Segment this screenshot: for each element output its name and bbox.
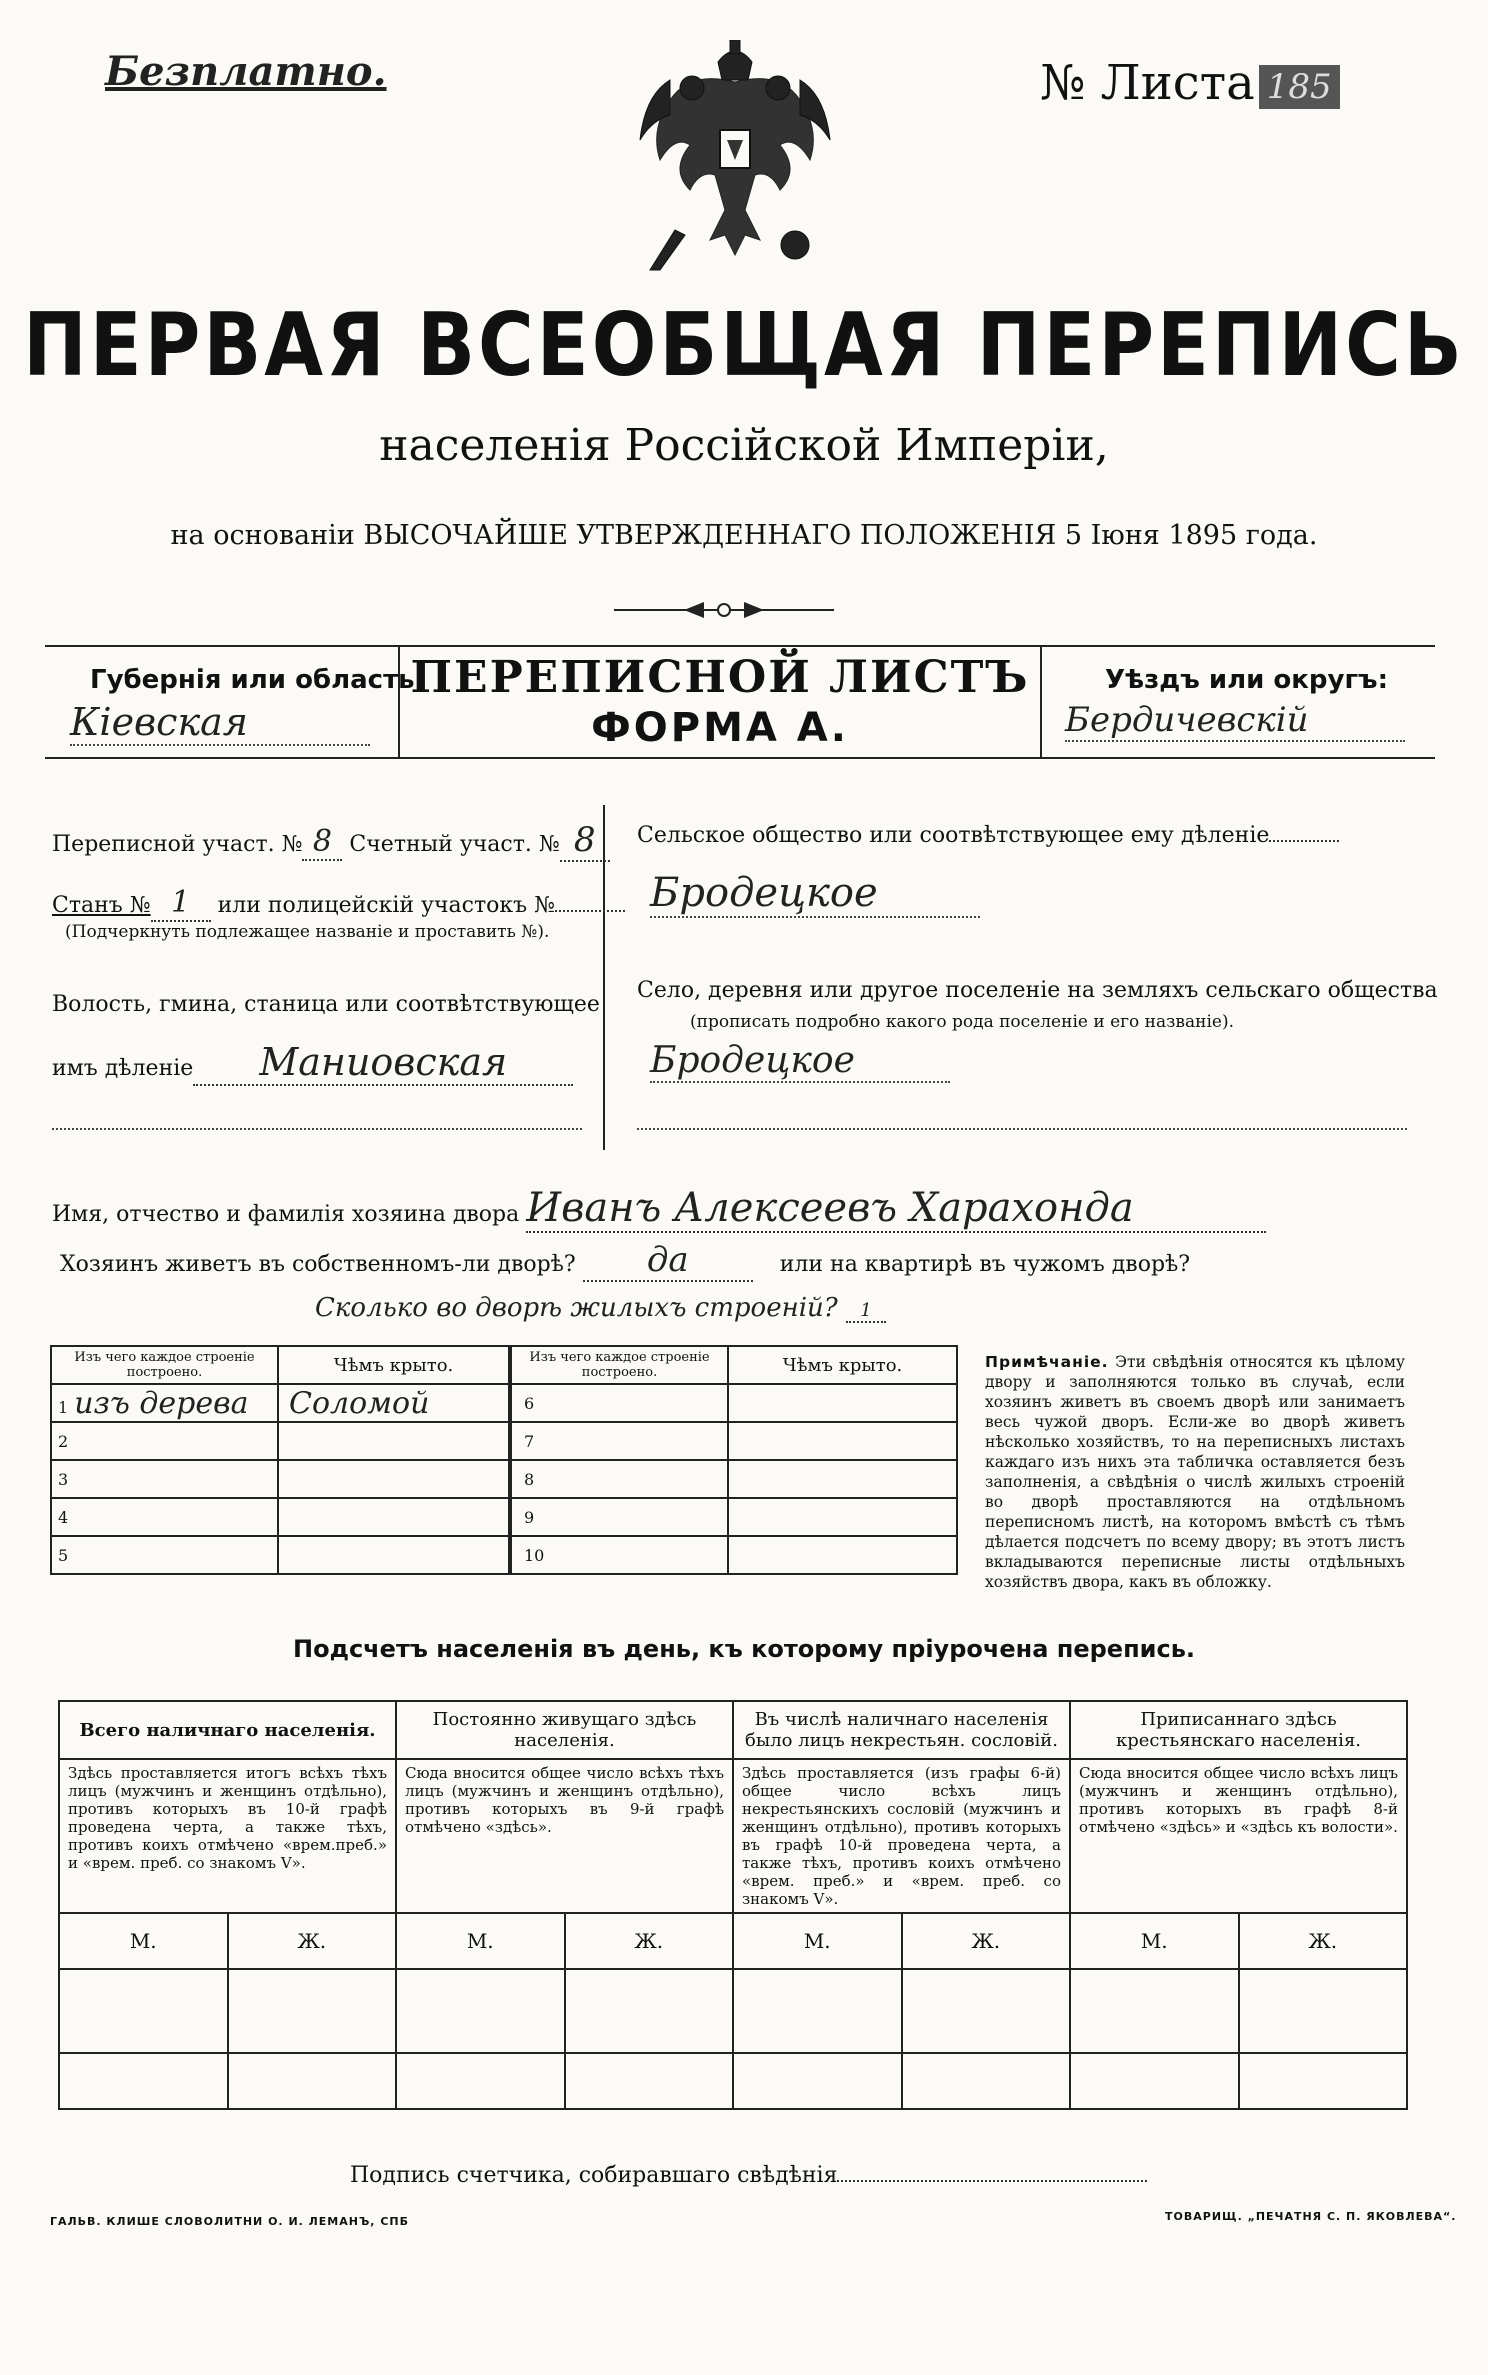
table-row (51, 1460, 509, 1498)
count-cell[interactable] (59, 2053, 228, 2109)
count-cell[interactable] (1070, 2053, 1239, 2109)
society-dots (1269, 820, 1339, 842)
signature-label: Подпись счетчика, собиравшаго свѣдѣнія (350, 2163, 838, 2188)
row-number: 5 (58, 1545, 69, 1565)
gubernia-field[interactable]: Кіевская (70, 700, 370, 746)
form-title: ПЕРЕПИСНОЙ ЛИСТЪ (410, 652, 1030, 703)
volost-label-2: имъ дѣленіе (52, 1056, 194, 1081)
count-col-2-f: Ж. (565, 1913, 734, 1969)
police-field[interactable] (555, 890, 625, 912)
count-cell[interactable] (1239, 1969, 1408, 2053)
footer-right: ТОВАРИЩ. „ПЕЧАТНЯ С. П. ЯКОВЛЕВА“. (1165, 2210, 1457, 2223)
count-col-3-desc: Здѣсь проставляется (изъ графы 6-й) общее число всѣхъ лицъ некрестьянскихъ сословій (мужчинъ и женщинъ отдѣльно), противъ которыхъ въ графѣ 10-й проведена черта, а также тѣхъ, противъ коихъ отмѣчено «врем. преб.» и «врем. преб. со знакомъ V». (733, 1759, 1070, 1913)
material-cell[interactable] (511, 1460, 728, 1498)
count-col-1-desc: Здѣсь проставляется итогъ всѣхъ тѣхъ лицъ (мужчинъ и женщинъ отдѣльно), противъ которыхъ въ 10-й графѣ проведена черта, а также тѣхъ, противъ коихъ отмѣчено «врем.преб.» и «врем. преб. со знакомъ V». (59, 1759, 396, 1913)
population-count-table (58, 1700, 1408, 2110)
count-cell[interactable] (733, 2053, 902, 2109)
stan-note: (Подчеркнуть подлежащее названіе и проставить №). (65, 922, 550, 942)
count-cell[interactable] (733, 1969, 902, 2053)
sheet-number-value[interactable]: 185 (1259, 65, 1340, 109)
census-section-field[interactable]: 8 (302, 824, 342, 861)
note-label: Примѣчаніе. (985, 1353, 1109, 1371)
owner-or-label: или на квартирѣ въ чужомъ дворѣ? (779, 1252, 1191, 1277)
roof-cell[interactable] (728, 1536, 957, 1574)
roof-cell[interactable] (278, 1498, 509, 1536)
material-cell[interactable] (511, 1384, 728, 1422)
table-row (511, 1422, 957, 1460)
table-row (51, 1422, 509, 1460)
roof-cell[interactable] (728, 1422, 957, 1460)
count-cell[interactable] (1070, 1969, 1239, 2053)
count-cell[interactable] (902, 2053, 1071, 2109)
roof-cell[interactable] (728, 1460, 957, 1498)
village-extra-line[interactable] (637, 1128, 1407, 1130)
count-col-1-m: М. (59, 1913, 228, 1969)
table-row (511, 1460, 957, 1498)
count-col-4-m: М. (1070, 1913, 1239, 1969)
count-col-4-head: Приписаннаго здѣсь крестьянскаго населенія. (1070, 1701, 1407, 1759)
count-title: Подсчетъ населенія въ день, къ которому пріурочена перепись. (293, 1635, 1195, 1663)
material-cell[interactable] (51, 1384, 278, 1422)
sheet-number (1040, 55, 1340, 111)
count-cell[interactable] (396, 1969, 565, 2053)
village-label: Село, деревня или другое поселеніе на земляхъ сельскаго общества (637, 978, 1438, 1003)
society-row (637, 820, 1339, 848)
police-label: или полицейскій участокъ № (217, 893, 555, 918)
volost-field[interactable]: Маниовская (193, 1040, 573, 1086)
stan-row (52, 885, 625, 922)
material-cell[interactable] (51, 1460, 278, 1498)
sheet-number-label: № Листа (1040, 55, 1255, 111)
gubernia-label: Губернія или область: (90, 665, 425, 695)
census-section-label: Переписной участ. № (52, 832, 303, 857)
census-subtitle: населенія Россійской Имперіи, (379, 420, 1109, 471)
stan-label: Станъ № (52, 893, 151, 918)
village-note: (прописать подробно какого рода поселеніе и его названіе). (690, 1012, 1234, 1032)
count-col-4-f: Ж. (1239, 1913, 1408, 1969)
row-number: 9 (524, 1507, 535, 1527)
count-col-4-desc: Сюда вносится общее число всѣхъ лицъ (мужчинъ и женщинъ отдѣльно), противъ которыхъ въ графѣ 8-й отмѣчено «здѣсь» и «здѣсь къ волости». (1070, 1759, 1407, 1913)
count-col-2-head: Постоянно живущаго здѣсь населенія. (396, 1701, 733, 1759)
stan-field[interactable]: 1 (151, 885, 211, 922)
roof-cell[interactable] (278, 1422, 509, 1460)
signature-row (350, 2160, 1147, 2188)
volost-extra-line[interactable] (52, 1128, 582, 1130)
count-col-2-desc: Сюда вносится общее число всѣхъ тѣхъ лицъ (мужчинъ и женщинъ отдѣльно), противъ которыхъ въ 9-й графѣ отмѣчено «здѣсь». (396, 1759, 733, 1913)
material-cell[interactable] (511, 1536, 728, 1574)
table-row (511, 1536, 957, 1574)
census-section-row (52, 820, 610, 862)
count-cell[interactable] (228, 2053, 397, 2109)
material-cell[interactable] (511, 1498, 728, 1536)
table-row (511, 1384, 957, 1422)
owner-lives-row (60, 1240, 1190, 1282)
volost-label-1: Волость, гмина, станица или соотвѣтствующее (52, 992, 600, 1017)
row-number: 8 (524, 1469, 535, 1489)
buildings-note (985, 1352, 1405, 1592)
census-title: ПЕРВАЯ ВСЕОБЩАЯ ПЕРЕПИСЬ (23, 293, 1465, 396)
count-col-3-m: М. (733, 1913, 902, 1969)
volost-row (52, 1040, 573, 1086)
material-cell[interactable] (51, 1536, 278, 1574)
owner-lives-field[interactable]: да (583, 1240, 753, 1282)
uezd-field[interactable]: Бердичевскій (1065, 700, 1405, 742)
table-row (51, 1536, 509, 1574)
count-section-label: Счетный участ. № (349, 832, 560, 857)
table-row (51, 1384, 509, 1422)
society-label: Сельское общество или соотвѣтствующее ему дѣленіе (637, 823, 1270, 848)
count-cell[interactable] (1239, 2053, 1408, 2109)
form-letter: ФОРМА А. (591, 705, 849, 751)
col-material-header: Изъ чего каждое строеніе построено. (511, 1346, 728, 1384)
material-value: изъ дерева (74, 1385, 249, 1421)
buildings-field[interactable]: 1 (846, 1300, 886, 1323)
row-number: 1 (58, 1397, 69, 1417)
col-roof-header: Чѣмъ крыто. (728, 1346, 957, 1384)
count-cell[interactable] (565, 2053, 734, 2109)
material-cell[interactable] (51, 1498, 278, 1536)
census-basis: на основаніи ВЫСОЧАЙШЕ УТВЕРЖДЕННАГО ПОЛОЖЕНІЯ 5 Іюня 1895 года. (170, 520, 1318, 551)
table-row (51, 1498, 509, 1536)
signature-field[interactable] (837, 2160, 1147, 2182)
owner-name-field[interactable]: Иванъ Алексеевъ Харахонда (526, 1185, 1266, 1233)
roof-cell[interactable] (278, 1536, 509, 1574)
form-header-divider-right (1040, 645, 1042, 757)
table-row (511, 1498, 957, 1536)
count-cell[interactable] (902, 1969, 1071, 2053)
count-col-3-f: Ж. (902, 1913, 1071, 1969)
buildings-table-right (510, 1345, 958, 1575)
note-text: Эти свѣдѣнія относятся къ цѣлому двору и заполняются только въ случаѣ, если хозяинъ живетъ въ своемъ дворѣ или занимаетъ весь чужой дворъ. Если-же во дворѣ живетъ нѣсколько хозяйствъ, то на переписныхъ листахъ каждаго изъ нихъ эта табличка оставляется безъ заполненія, а свѣдѣнія о числѣ жилыхъ строеній во дворѣ проставляются на отдѣльномъ переписномъ листѣ, на которомъ вмѣстѣ съ тѣмъ дѣлается подсчетъ по всему двору; въ этотъ листъ вкладываются переписные листы отдѣльныхъ хозяйствъ двора, какъ въ обложку. (985, 1353, 1405, 1591)
count-col-1-head: Всего наличнаго населенія. (59, 1701, 396, 1759)
owner-name-row (52, 1185, 1266, 1233)
count-col-1-f: Ж. (228, 1913, 397, 1969)
imperial-eagle-emblem-icon (630, 40, 840, 280)
material-cell[interactable] (511, 1422, 728, 1460)
row-number: 6 (524, 1393, 535, 1413)
roof-cell[interactable] (728, 1498, 957, 1536)
count-cell[interactable] (228, 1969, 397, 2053)
count-section-field[interactable]: 8 (560, 820, 610, 862)
col-material-header: Изъ чего каждое строеніе построено. (51, 1346, 278, 1384)
uezd-label: Уѣздъ или округъ: (1105, 665, 1388, 695)
count-col-2-m: М. (396, 1913, 565, 1969)
buildings-row (315, 1293, 886, 1323)
owner-name-label: Имя, отчество и фамилія хозяина двора (52, 1202, 520, 1227)
roof-cell[interactable] (728, 1384, 957, 1422)
buildings-label: Сколько во дворѣ жилыхъ строеній? (315, 1293, 838, 1323)
col-roof-header: Чѣмъ крыто. (278, 1346, 509, 1384)
roof-cell[interactable]: Соломой (278, 1384, 509, 1422)
row-number: 4 (58, 1507, 69, 1527)
count-cell[interactable] (565, 1969, 734, 2053)
row-number: 3 (58, 1469, 69, 1489)
free-label: Безплатно. (105, 48, 387, 95)
row-number: 2 (58, 1431, 69, 1451)
ornament-divider-icon (614, 598, 834, 622)
owner-lives-label: Хозяинъ живетъ въ собственномъ-ли дворѣ? (60, 1252, 576, 1277)
material-cell[interactable] (51, 1422, 278, 1460)
footer-left: ГАЛЬВ. КЛИШЕ СЛОВОЛИТНИ О. И. ЛЕМАНЪ, СПБ (50, 2215, 409, 2228)
count-cell[interactable] (396, 2053, 565, 2109)
count-cell[interactable] (59, 1969, 228, 2053)
society-field[interactable]: Бродецкое (650, 870, 980, 918)
row-number: 7 (524, 1431, 535, 1451)
row-number: 10 (524, 1545, 545, 1565)
roof-cell[interactable] (278, 1460, 509, 1498)
buildings-table-left (50, 1345, 510, 1575)
count-col-3-head: Въ числѣ наличнаго населенія было лицъ некрестьян. сословій. (733, 1701, 1070, 1759)
village-field[interactable]: Бродецкое (650, 1040, 950, 1083)
